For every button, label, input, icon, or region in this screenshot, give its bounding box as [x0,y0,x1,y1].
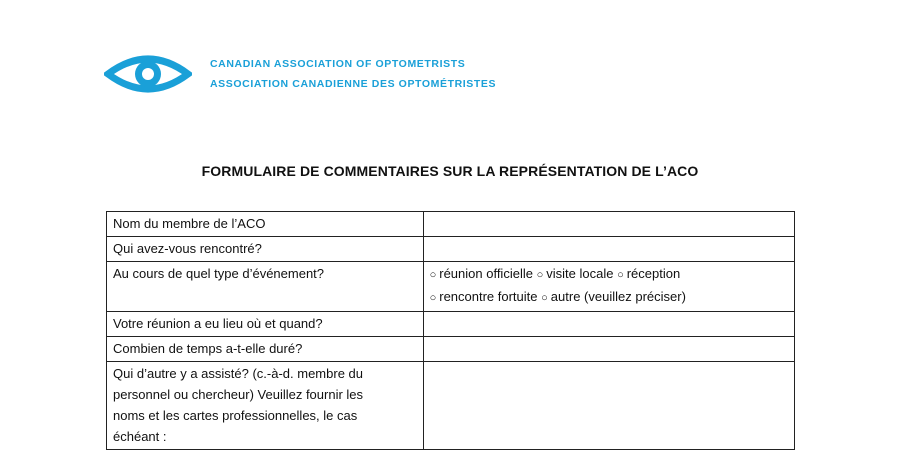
answer-where-when[interactable] [423,312,794,337]
org-name-en: CANADIAN ASSOCIATION OF OPTOMETRISTS [210,58,466,70]
table-row [107,337,795,362]
answer-who-met[interactable] [423,237,794,262]
org-name-fr: ASSOCIATION CANADIENNE DES OPTOMÉTRISTES [210,78,497,90]
option-other[interactable] [541,289,686,304]
question-line: Qui d’autre y a assisté? (c.-à-d. membre du [113,366,363,381]
question-event-type: Au cours de quel type d’événement? [107,262,424,312]
option-label: réception [626,266,681,281]
eye-icon [104,50,192,98]
radio-circle-icon: ○ [541,292,548,304]
option-label: visite locale [546,266,614,281]
table-row [107,237,795,262]
option-label: autre (veuillez préciser) [550,289,686,304]
form-title: FORMULAIRE DE COMMENTAIRES SUR LA REPRÉSENTATION DE L’ACO [201,163,699,179]
option-local-visit[interactable] [537,266,614,281]
table-row [107,312,795,337]
question-duration: Combien de temps a-t-elle duré? [107,337,424,362]
option-reception[interactable] [617,266,680,281]
options-line-2 [430,286,789,309]
question-member-name: Nom du membre de l’ACO [107,212,424,237]
radio-circle-icon: ○ [429,269,437,281]
option-chance-encounter[interactable] [430,289,538,304]
answer-member-name[interactable] [423,212,794,237]
question-line: noms et les cartes professionnelles, le cas [113,408,358,423]
table-row [107,212,795,237]
logo [104,50,496,98]
question-other-attendees [107,362,424,450]
question-who-met: Qui avez-vous rencontré? [107,237,424,262]
question-line: personnel ou chercheur) Veuillez fournir les [113,387,364,402]
feedback-form-table [106,211,795,450]
organization-name [210,54,496,94]
radio-circle-icon: ○ [429,292,437,304]
question-where-when: Votre réunion a eu lieu où et quand? [107,312,424,337]
table-row [107,362,795,450]
answer-duration[interactable] [423,337,794,362]
question-line: échéant : [113,429,167,444]
option-label: réunion officielle [439,266,533,281]
answer-other-attendees[interactable] [423,362,794,450]
radio-circle-icon: ○ [536,269,544,281]
radio-circle-icon: ○ [617,269,624,281]
answer-event-type [423,262,794,312]
option-label: rencontre fortuite [439,289,538,304]
options-line-1 [430,263,789,286]
option-official-meeting[interactable] [430,266,533,281]
table-row [107,262,795,312]
